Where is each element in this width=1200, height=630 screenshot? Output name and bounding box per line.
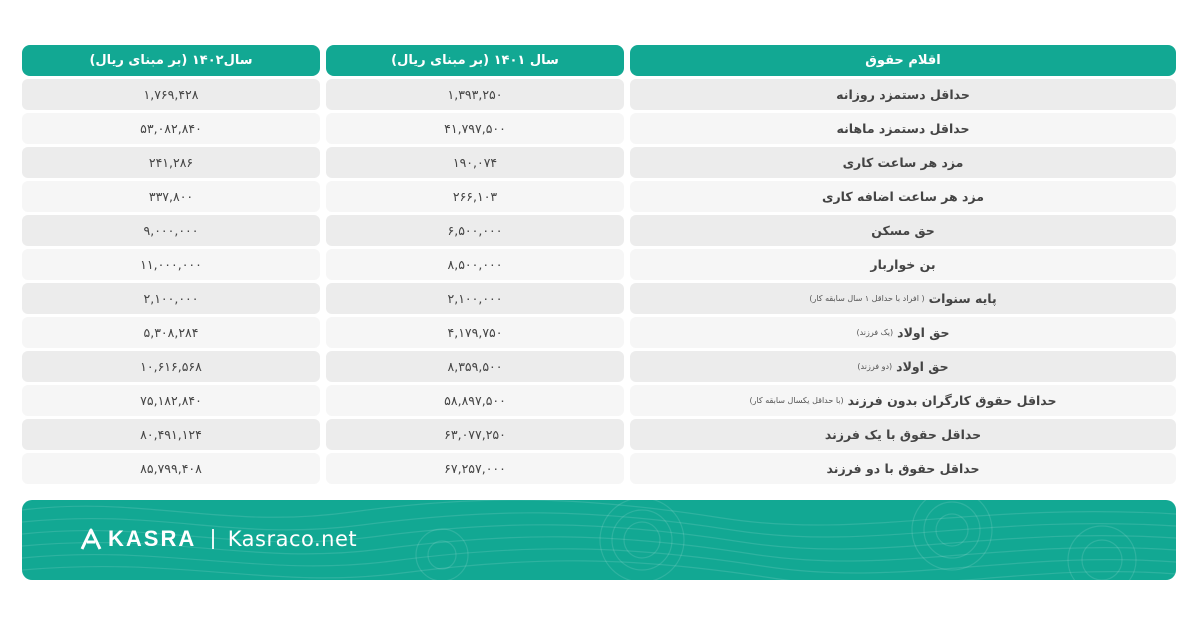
- value-1401: ۶۳,۰۷۷,۲۵۰: [444, 427, 506, 442]
- value-1401: ۲,۱۰۰,۰۰۰: [447, 291, 503, 306]
- cell-value-1402: [22, 249, 320, 280]
- cell-salary-item: [630, 385, 1176, 416]
- value-1401: ۱,۳۹۳,۲۵۰: [447, 87, 503, 102]
- value-1401: ۶,۵۰۰,۰۰۰: [447, 223, 503, 238]
- salary-item-label: حداقل دستمزد روزانه: [836, 87, 970, 102]
- site-url[interactable]: Kasraco.net: [227, 527, 358, 551]
- salary-item-note: (دو فرزند): [857, 362, 893, 371]
- cell-value-1401: [326, 283, 624, 314]
- salary-item-label: حق اولاد: [896, 359, 949, 374]
- logo-text: KASRA: [108, 526, 197, 551]
- cell-value-1401: [326, 351, 624, 382]
- value-1402: ۳۳۷,۸۰۰: [148, 189, 194, 204]
- value-1402: ۵۳,۰۸۲,۸۴۰: [140, 121, 202, 136]
- cell-value-1402: [22, 283, 320, 314]
- salary-item-note: ( افراد با حداقل ۱ سال سابقه کار): [809, 294, 925, 303]
- salary-item-label: حق اولاد: [897, 325, 950, 340]
- cell-salary-item: [630, 215, 1176, 246]
- salary-item-label: حداقل حقوق با یک فرزند: [824, 427, 982, 442]
- value-1402: ۸۰,۴۹۱,۱۲۴: [140, 427, 202, 442]
- cell-salary-item: [630, 249, 1176, 280]
- kasra-logo-icon: [80, 527, 102, 551]
- value-1401: ۵۸,۸۹۷,۵۰۰: [444, 393, 506, 408]
- cell-salary-item: [630, 351, 1176, 382]
- cell-value-1402: [22, 181, 320, 212]
- salary-item-label: بن خواربار: [870, 257, 936, 272]
- value-1401: ۴,۱۷۹,۷۵۰: [447, 325, 503, 340]
- cell-value-1402: [22, 453, 320, 484]
- divider: [212, 529, 214, 549]
- salary-item-label: حداقل دستمزد ماهانه: [836, 121, 970, 136]
- cell-value-1401: [326, 453, 624, 484]
- cell-salary-item: [630, 317, 1176, 348]
- cell-salary-item: [630, 283, 1176, 314]
- cell-value-1401: [326, 317, 624, 348]
- cell-value-1402: [22, 215, 320, 246]
- header-salary-items: اقلام حقوق: [630, 45, 1176, 76]
- cell-value-1401: [326, 215, 624, 246]
- cell-salary-item: [630, 113, 1176, 144]
- brand: [80, 526, 357, 552]
- value-1402: ۲,۱۰۰,۰۰۰: [143, 291, 199, 306]
- header-year-1402: سال۱۴۰۲ (بر مبنای ریال): [22, 45, 320, 76]
- value-1401: ۲۶۶,۱۰۳: [452, 189, 498, 204]
- cell-value-1402: [22, 147, 320, 178]
- salary-item-label: مزد هر ساعت کاری: [842, 155, 964, 170]
- cell-value-1401: [326, 79, 624, 110]
- cell-salary-item: [630, 147, 1176, 178]
- salary-item-note: (با حداقل یکسال سابقه کار): [749, 396, 844, 405]
- cell-value-1401: [326, 113, 624, 144]
- value-1402: ۸۵,۷۹۹,۴۰۸: [140, 461, 202, 476]
- header-year-1401: سال ۱۴۰۱ (بر مبنای ریال): [326, 45, 624, 76]
- value-1402: ۵,۳۰۸,۲۸۴: [143, 325, 199, 340]
- value-1402: ۱۱,۰۰۰,۰۰۰: [140, 257, 202, 272]
- value-1402: ۱,۷۶۹,۴۲۸: [143, 87, 199, 102]
- value-1401: ۸,۳۵۹,۵۰۰: [447, 359, 503, 374]
- value-1402: ۹,۰۰۰,۰۰۰: [143, 223, 199, 238]
- salary-table: [22, 45, 1176, 484]
- cell-value-1402: [22, 419, 320, 450]
- cell-salary-item: [630, 79, 1176, 110]
- cell-value-1401: [326, 419, 624, 450]
- salary-item-label: پایه سنوات: [928, 291, 997, 306]
- value-1402: ۱۰,۶۱۶,۵۶۸: [140, 359, 202, 374]
- cell-value-1402: [22, 351, 320, 382]
- cell-value-1402: [22, 79, 320, 110]
- value-1401: ۱۹۰,۰۷۴: [452, 155, 498, 170]
- cell-value-1401: [326, 385, 624, 416]
- value-1402: ۲۴۱,۲۸۶: [148, 155, 194, 170]
- salary-item-label: حداقل حقوق کارگران بدون فرزند: [847, 393, 1057, 408]
- value-1401: ۶۷,۲۵۷,۰۰۰: [444, 461, 506, 476]
- footer-banner: [22, 500, 1176, 580]
- cell-salary-item: [630, 453, 1176, 484]
- cell-salary-item: [630, 419, 1176, 450]
- value-1401: ۸,۵۰۰,۰۰۰: [447, 257, 503, 272]
- cell-salary-item: [630, 181, 1176, 212]
- cell-value-1402: [22, 385, 320, 416]
- cell-value-1401: [326, 147, 624, 178]
- salary-item-label: حداقل حقوق با دو فرزند: [826, 461, 980, 476]
- salary-item-label: حق مسکن: [871, 223, 935, 238]
- value-1402: ۷۵,۱۸۲,۸۴۰: [140, 393, 202, 408]
- value-1401: ۴۱,۷۹۷,۵۰۰: [444, 121, 506, 136]
- salary-item-note: (یک فرزند): [856, 328, 894, 337]
- cell-value-1402: [22, 113, 320, 144]
- cell-value-1401: [326, 249, 624, 280]
- salary-item-label: مزد هر ساعت اضافه کاری: [822, 189, 984, 204]
- cell-value-1402: [22, 317, 320, 348]
- cell-value-1401: [326, 181, 624, 212]
